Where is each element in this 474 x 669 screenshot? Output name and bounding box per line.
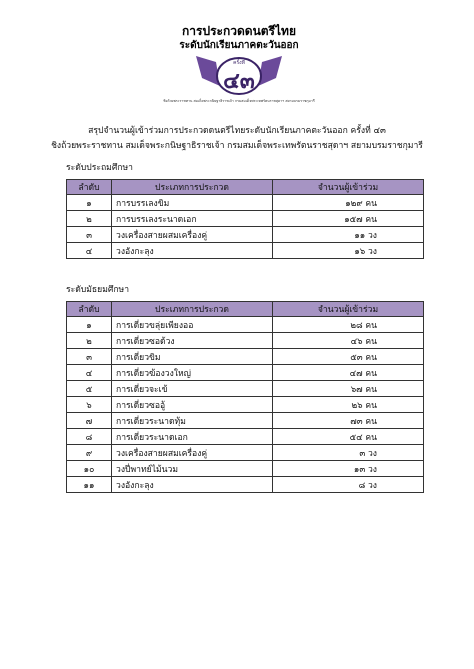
table-row [67,211,424,227]
secondary-table-header [67,302,424,317]
row-participant-count: ๒๘ คน [273,317,424,333]
document-heading-line2: ชิงถ้วยพระราชทาน สมเด็จพระกนิษฐาธิราชเจ้า กรมสมเด็จพระเทพรัตนราชสุดาฯ สยามบรมราชกุมารี [51,141,423,151]
document-heading-line1: สรุปจำนวนผู้เข้าร่วมการประกวดดนตรีไทยระดับนักเรียนภาคตะวันออก ครั้งที่ ๔๓ [88,126,386,136]
row-contest-type: การเดี่ยวจะเข้ [112,381,273,397]
table-row [67,413,424,429]
row-number: ๖ [67,397,112,413]
row-number: ๙ [67,445,112,461]
row-contest-type: การเดี่ยวขิม [112,349,273,365]
row-contest-type: การเดี่ยวซอด้วง [112,333,273,349]
row-number: ๓ [67,349,112,365]
row-participant-count: ๒๖ คน [273,397,424,413]
row-number: ๑๑ [67,477,112,493]
primary-table [66,179,424,259]
logo-caption: ชิงถ้วยพระราชทาน สมเด็จพระกนิษฐาธิราชเจ้า กรมสมเด็จพระเทพรัตนราชสุดาฯ สยามบรมราชกุมารี [163,99,315,103]
table-row [67,477,424,493]
row-contest-type: วงเครื่องสายผสมเครื่องคู่ [112,445,273,461]
row-participant-count: ๓ วง [273,445,424,461]
row-participant-count: ๔๗ คน [273,365,424,381]
table-row [67,445,424,461]
table-row [67,397,424,413]
secondary-section-label: ระดับมัธยมศึกษา [66,285,130,295]
row-contest-type: การเดี่ยวระนาดเอก [112,429,273,445]
logo-round-number: ๔๓ [223,69,255,94]
row-number: ๒ [67,211,112,227]
table-row [67,317,424,333]
row-number: ๕ [67,381,112,397]
header-participant-count: จำนวนผู้เข้าร่วม [273,180,424,195]
row-participant-count: ๘ วง [273,477,424,493]
row-contest-type: การบรรเลงขิม [112,195,273,211]
table-row [67,227,424,243]
row-contest-type: วงอังกะลุง [112,477,273,493]
secondary-table [66,301,424,493]
logo-title-line2: ระดับนักเรียนภาคตะวันออก [179,40,299,51]
row-number: ๔ [67,243,112,259]
row-number: ๑ [67,195,112,211]
logo-title-line1: การประกวดดนตรีไทย [182,24,296,38]
row-participant-count: ๖๗ คน [273,381,424,397]
row-contest-type: การบรรเลงระนาดเอก [112,211,273,227]
secondary-table-body [67,317,424,493]
row-participant-count: ๕๔ คน [273,429,424,445]
row-contest-type: การเดี่ยวซออู้ [112,397,273,413]
table-row [67,429,424,445]
logo-left-wing [196,56,220,86]
row-participant-count: ๑๓ วง [273,461,424,477]
row-participant-count: ๑๒๙ คน [273,195,424,211]
logo-badge-graphic [194,52,284,96]
row-participant-count: ๕๓ คน [273,349,424,365]
header-participant-count: จำนวนผู้เข้าร่วม [273,302,424,317]
table-row [67,381,424,397]
table-row [67,243,424,259]
header-number: ลำดับ [67,180,112,195]
row-contest-type: วงเครื่องสายผสมเครื่องคู่ [112,227,273,243]
table-row [67,365,424,381]
primary-table-header [67,180,424,195]
row-contest-type: การเดี่ยวขลุ่ยเพียงออ [112,317,273,333]
table-row [67,349,424,365]
row-number: ๔ [67,365,112,381]
primary-section-label: ระดับประถมศึกษา [66,163,133,173]
row-contest-type: วงอังกะลุง [112,243,273,259]
row-participant-count: ๔๖ คน [273,333,424,349]
competition-logo [163,22,315,108]
logo-round-label: ครั้งที่ [233,60,245,66]
row-number: ๘ [67,429,112,445]
row-number: ๓ [67,227,112,243]
header-contest-type: ประเภทการประกวด [112,180,273,195]
primary-table-body [67,195,424,259]
table-row [67,195,424,211]
header-contest-type: ประเภทการประกวด [112,302,273,317]
row-participant-count: ๗๓ คน [273,413,424,429]
row-participant-count: ๑๕๗ คน [273,211,424,227]
row-participant-count: ๑๖ วง [273,243,424,259]
header-number: ลำดับ [67,302,112,317]
row-contest-type: วงปี่พาทย์ไม้นวม [112,461,273,477]
row-participant-count: ๑๑ วง [273,227,424,243]
row-number: ๑๐ [67,461,112,477]
table-row [67,333,424,349]
row-number: ๗ [67,413,112,429]
row-number: ๑ [67,317,112,333]
table-row [67,461,424,477]
logo-right-wing [258,56,282,86]
row-contest-type: การเดี่ยวฆ้องวงใหญ่ [112,365,273,381]
row-contest-type: การเดี่ยวระนาดทุ้ม [112,413,273,429]
row-number: ๒ [67,333,112,349]
